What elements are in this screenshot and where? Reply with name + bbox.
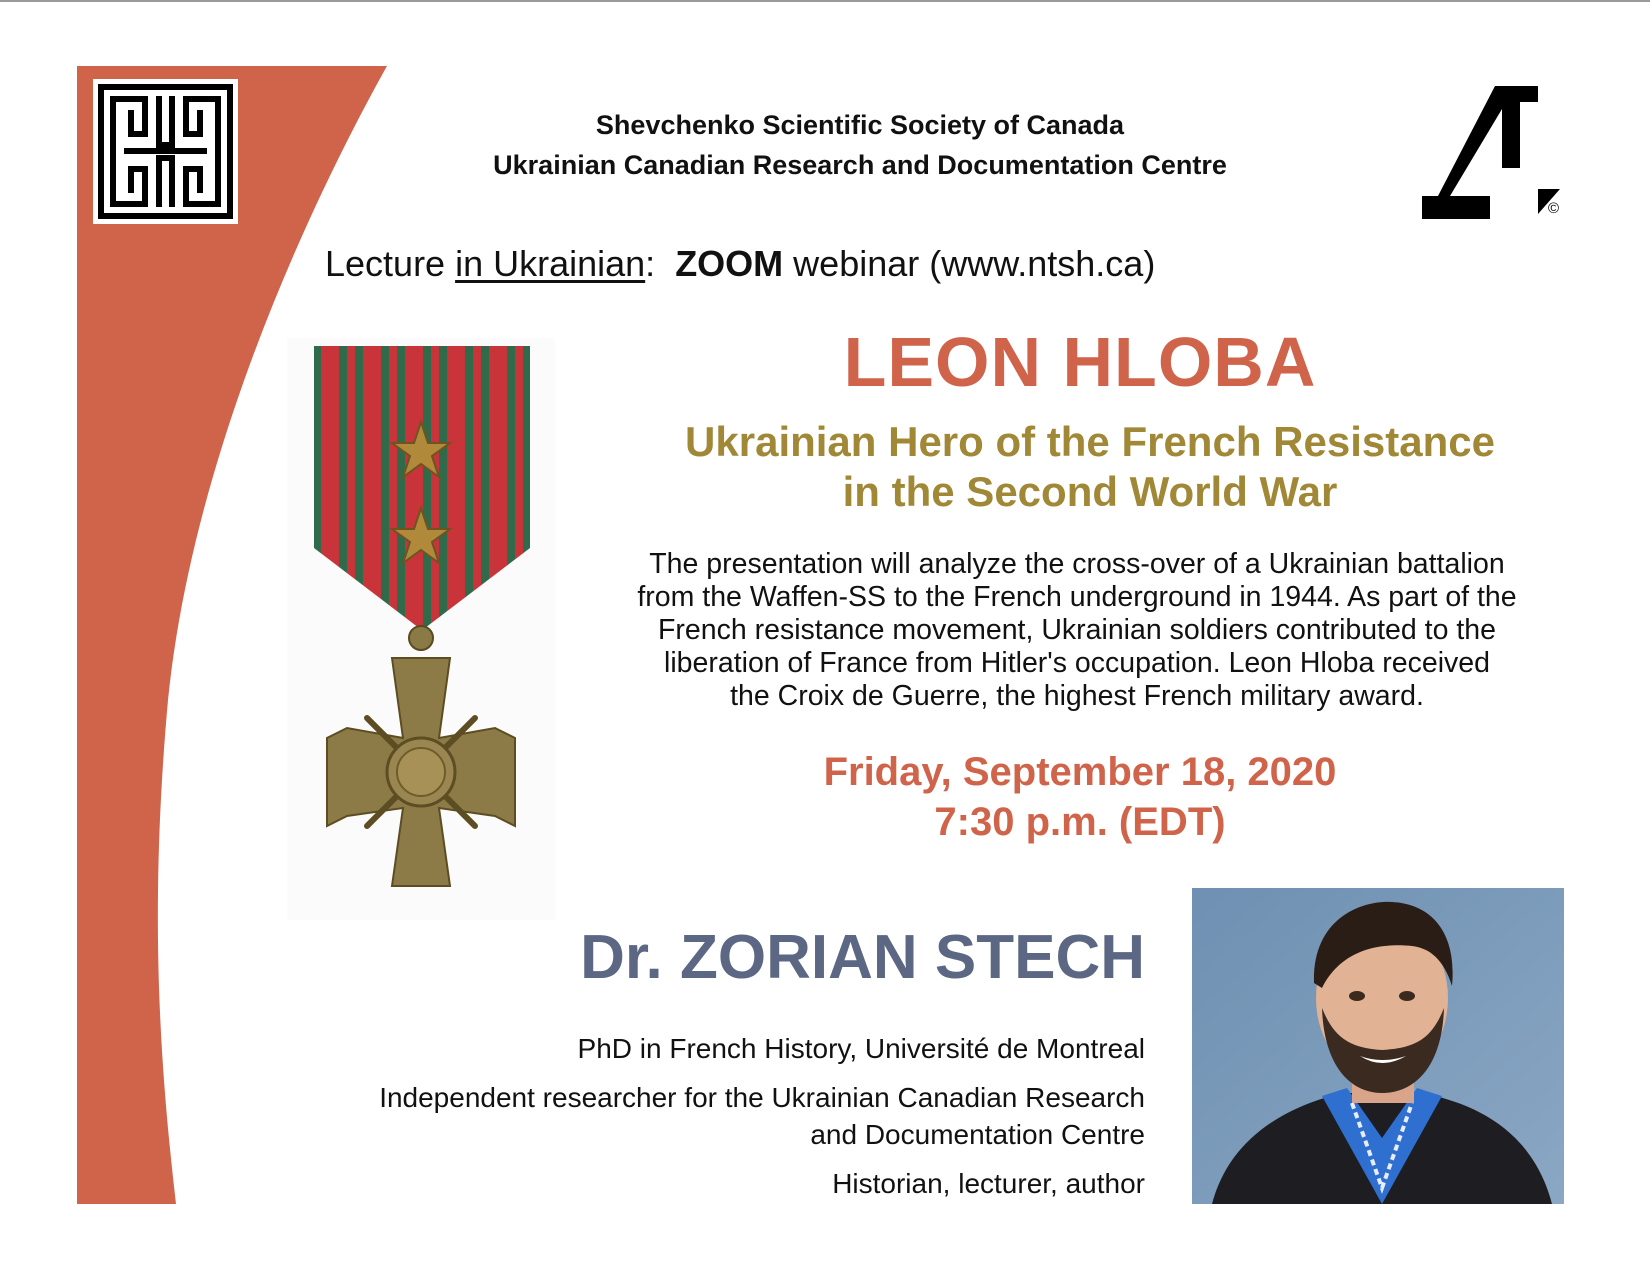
lecture-description: [592, 548, 1562, 713]
lecture-prefix: Lecture: [325, 243, 456, 284]
speaker-name: Dr. ZORIAN STECH: [580, 923, 1145, 992]
event-date: Friday, September 18, 2020: [823, 750, 1337, 794]
lecture-info-line: [325, 243, 1155, 285]
org-name-line-1: Shevchenko Scientific Society of Canada: [595, 110, 1125, 140]
stylized-a-logo-icon: [1420, 84, 1570, 229]
speaker-portrait: [1192, 888, 1564, 1204]
croix-de-guerre-medal: [287, 338, 555, 920]
meander-maze-logo-icon: [93, 79, 238, 224]
description-line: from the Waffen-SS to the French underground in 1944. As part of the: [637, 581, 1517, 613]
copyright-mark: ©: [1548, 200, 1560, 217]
description-line: the Croix de Guerre, the highest French military award.: [730, 680, 1424, 712]
event-time: 7:30 p.m. (EDT): [934, 800, 1226, 844]
description-line: liberation of France from Hitler's occupation. Leon Hloba received: [663, 647, 1491, 679]
lecture-platform: ZOOM: [675, 243, 784, 284]
speaker-credential: Historian, lecturer, author: [832, 1168, 1145, 1199]
speaker-credential: PhD in French History, Université de Montreal: [577, 1033, 1145, 1064]
lecture-separator: :: [645, 243, 676, 284]
org-name-line-2: Ukrainian Canadian Research and Documentation Centre: [493, 150, 1227, 180]
lecture-language: in Ukrainian: [455, 243, 646, 284]
lecture-subtitle-line-1: Ukrainian Hero of the French Resistance: [685, 418, 1495, 465]
description-line: The presentation will analyze the cross-over of a Ukrainian battalion: [649, 548, 1505, 580]
lecture-title: LEON HLOBA: [843, 323, 1317, 401]
speaker-credential: and Documentation Centre: [810, 1119, 1145, 1150]
speaker-credential: Independent researcher for the Ukrainian Canadian Research: [379, 1082, 1145, 1113]
lecture-suffix: webinar (www.ntsh.ca): [783, 243, 1156, 284]
description-line: French resistance movement, Ukrainian soldiers contributed to the: [658, 614, 1496, 646]
lecture-subtitle-line-2: in the Second World War: [842, 468, 1338, 515]
